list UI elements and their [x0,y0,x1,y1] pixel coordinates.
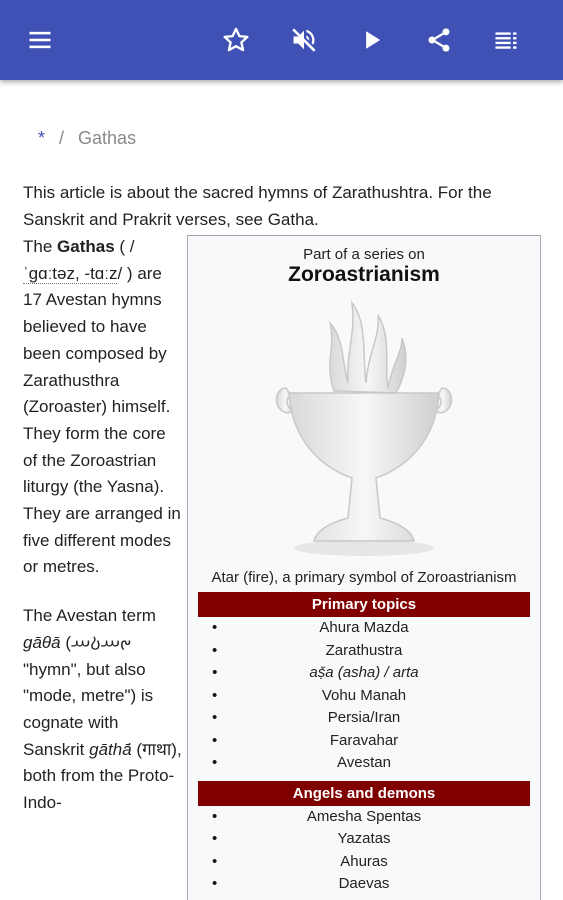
angels-demons-list [198,806,530,896]
section-header-angels-demons[interactable]: Angels and demons [198,781,530,806]
article-body [23,234,183,817]
text: The [23,237,58,256]
play-icon [358,26,386,54]
breadcrumb-home[interactable]: * [38,128,46,148]
list-item[interactable]: • Daevas [198,873,530,896]
text: / ) are 17 Avestan hymns believed to have been composed by Zarathusthra (Zoroaster) himself. They form the core of the Zoroastrian liturgy (the Yasna). They are arranged in five different modes or metres. [23,263,181,577]
infobox-above: Part of a series on [303,246,425,263]
list-item[interactable]: • Yazatas [198,828,530,851]
etymology-paragraph [23,603,183,817]
primary-topics-list [198,617,530,775]
menu-button[interactable] [20,20,60,60]
text: (गाथा), both from the Proto-Indo- [23,739,182,813]
fire-altar-image[interactable] [264,293,464,563]
text: ( / [114,237,135,256]
list-item[interactable]: • Persia/Iran [198,707,530,730]
list-item[interactable]: • Ahura Mazda [198,617,530,640]
bookmark-button[interactable] [216,20,256,60]
section-header-primary-topics[interactable]: Primary topics [198,592,530,617]
ipa-pronunciation[interactable]: ˈɡɑːtəz, -tɑːz [23,263,118,283]
play-button[interactable] [352,20,392,60]
list-item[interactable]: • Zarathustra [198,640,530,663]
list-item[interactable]: • Avestan [198,752,530,775]
text: (𐬔𐬁𐬚𐬁 "hymn", but also "mode, metre") is cognate with Sanskrit [23,632,154,759]
mute-button[interactable] [284,20,324,60]
intro-paragraph [23,234,183,581]
breadcrumb-current: Gathas [78,128,137,148]
list-item[interactable]: • Vohu Manah [198,685,530,708]
list-item[interactable]: • Ahuras [198,851,530,874]
text: The Avestan term [23,606,156,626]
breadcrumb [38,128,136,149]
playlist-icon [492,26,520,54]
list-item[interactable]: • Amesha Spentas [198,806,530,829]
infobox-caption: Atar (fire), a primary symbol of Zoroastrianism [211,569,517,586]
star-outline-icon [222,26,250,54]
menu-icon [26,26,54,54]
hatnote: This article is about the sacred hymns of Zarathushtra. For the Sanskrit and Prakrit verses, see Gatha. [23,183,492,229]
app-bar [0,0,563,80]
article-term: Gathas [57,237,115,256]
avestan-term: gāθā [23,632,61,652]
list-item[interactable]: • Faravahar [198,730,530,753]
breadcrumb-separator: / [59,128,65,148]
sanskrit-term: gāthā́ [89,739,132,759]
share-icon [425,26,453,54]
list-item[interactable]: • aṣ̌a (asha) / arta [198,662,530,685]
volume-off-icon [290,26,318,54]
article [23,180,543,233]
infobox [187,235,541,900]
infobox-title[interactable]: Zoroastrianism [288,263,440,286]
share-button[interactable] [419,20,459,60]
playlist-button[interactable] [486,20,526,60]
